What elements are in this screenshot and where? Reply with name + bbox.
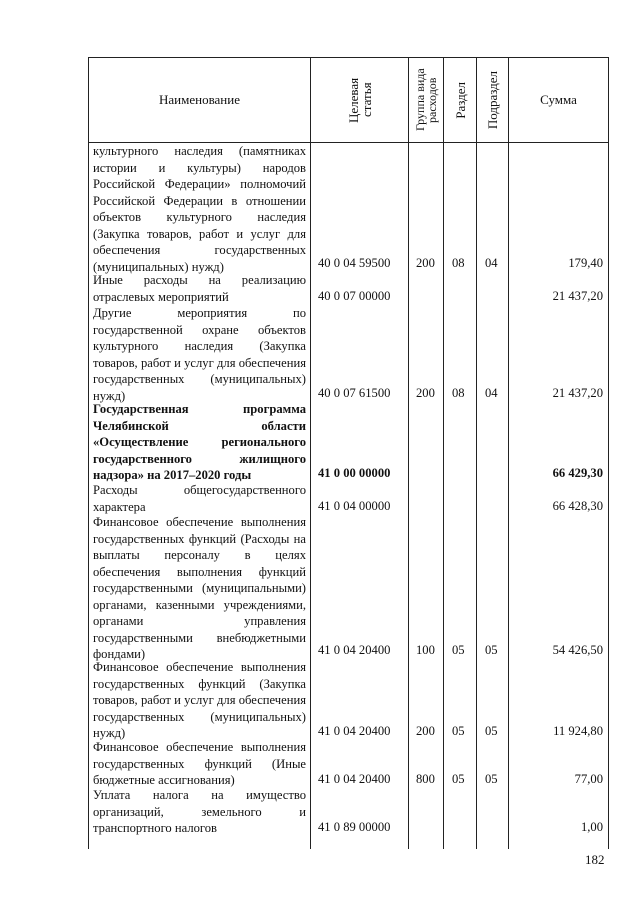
- header-sum: Сумма: [540, 92, 577, 107]
- col-divider-subsection: [476, 57, 477, 849]
- row-target: 41 0 04 20400: [318, 643, 391, 657]
- row-sum: 66 428,30: [552, 499, 603, 513]
- header-name: Наименование: [159, 92, 240, 107]
- row-target: 41 0 89 00000: [318, 820, 391, 834]
- row-section: 05: [452, 724, 465, 738]
- row-sum: 77,00: [574, 772, 603, 786]
- row-name: Уплата налога на имущество организаций, земельного и транспортного налогов: [93, 788, 306, 835]
- col-divider-sum: [508, 57, 509, 849]
- row-section: 05: [452, 643, 465, 657]
- row-subsection: 05: [485, 724, 498, 738]
- row-sum: 1,00: [580, 820, 603, 834]
- row-sum: 179,40: [568, 256, 603, 270]
- col-divider-target: [310, 57, 311, 849]
- row-sum: 11 924,80: [553, 724, 603, 738]
- row-target: 41 0 04 20400: [318, 772, 391, 786]
- row-subsection: 05: [485, 643, 498, 657]
- row-name: Финансовое обеспечение выполнения государственных функций (Иные бюджетные ассигнования): [93, 740, 306, 787]
- row-section: 05: [452, 772, 465, 786]
- row-target: 40 0 04 59500: [318, 256, 391, 270]
- col-divider-group: [408, 57, 409, 849]
- row-section: 08: [452, 386, 465, 400]
- row-name: Другие мероприятия по государственной охране объектов культурного наследия (Закупка товаров, работ и услуг для обеспечения государственных (муниципальных) нужд): [93, 306, 306, 403]
- header-section: Раздел: [452, 81, 468, 119]
- row-target: 41 0 04 20400: [318, 724, 391, 738]
- row-group: 200: [416, 386, 435, 400]
- row-group: 200: [416, 724, 435, 738]
- header-target: Целевая статья: [345, 77, 374, 123]
- row-sum: 21 437,20: [552, 386, 603, 400]
- row-subsection: 04: [485, 386, 498, 400]
- row-name: Государственная программа Челябинской области «Осуществление регионального государственного жилищного надзора» на 2017–2020 годы: [93, 402, 306, 482]
- row-group: 800: [416, 772, 435, 786]
- row-sum: 21 437,20: [552, 289, 603, 303]
- row-section: 08: [452, 256, 465, 270]
- row-sum: 54 426,50: [552, 643, 603, 657]
- row-name: Финансовое обеспечение выполнения государственных функций (Расходы на выплаты персоналу в целях обеспечения выполнения функций государственными (муниципальными) органами, казенными учреждениями, органами управления государственными внебюджетными фондами): [93, 515, 306, 661]
- row-sum: 66 429,30: [552, 466, 603, 480]
- table-left-border: [88, 57, 89, 849]
- row-target: 41 0 00 00000: [318, 466, 391, 480]
- row-name: Расходы общегосударственного характера: [93, 483, 306, 514]
- row-name: Финансовое обеспечение выполнения государственных функций (Закупка товаров, работ и услуг для обеспечения государственных (муниципальных) нужд): [93, 660, 306, 740]
- row-group: 200: [416, 256, 435, 270]
- row-name: культурного наследия (памятниках истории и культуры) народов Российской Федерации» полномочий Российской Федерации в отношении объектов культурного наследия (Закупка товаров, работ и услуг для обеспечения государственных (муниципальных) нужд): [93, 144, 306, 274]
- row-target: 40 0 07 00000: [318, 289, 391, 303]
- row-target: 40 0 07 61500: [318, 386, 391, 400]
- row-subsection: 04: [485, 256, 498, 270]
- header-group: Группа вида расходов: [413, 68, 439, 132]
- row-subsection: 05: [485, 772, 498, 786]
- row-name: Иные расходы на реализацию отраслевых мероприятий: [93, 273, 306, 304]
- row-target: 41 0 04 00000: [318, 499, 391, 513]
- page-number: 182: [585, 852, 605, 867]
- header-subsection: Подраздел: [485, 70, 500, 130]
- col-divider-section: [443, 57, 444, 849]
- table-right-border: [608, 57, 609, 849]
- row-group: 100: [416, 643, 435, 657]
